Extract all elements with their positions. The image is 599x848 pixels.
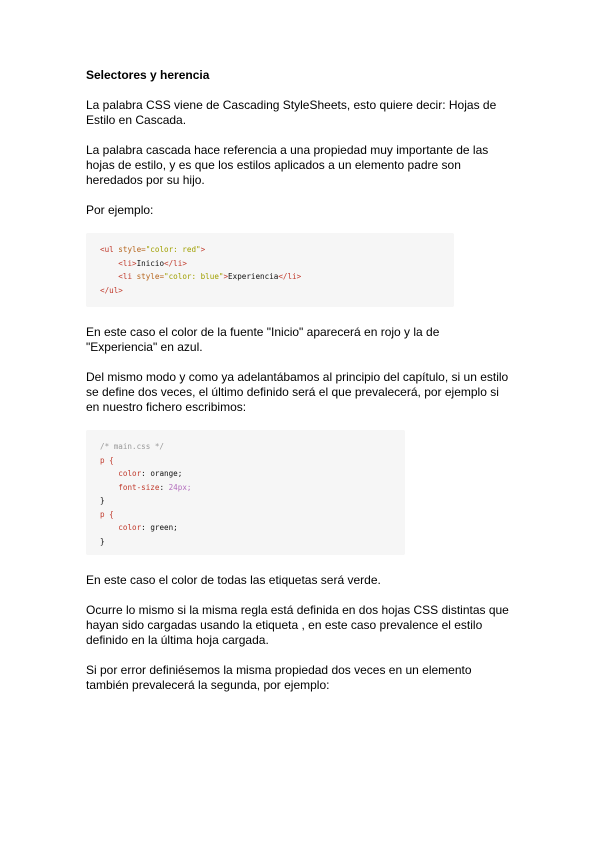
code-line: font-size: 24px; [118,482,192,492]
code-line: </ul> [100,285,123,295]
code-block-html-example [86,233,454,307]
document-page [86,68,526,708]
code-line: } [100,496,105,505]
code-block-css-example [86,430,405,555]
code-line: color: orange; [118,469,183,478]
code-line: p { [100,509,114,519]
code-line: <li>Inicio</li> [118,258,187,268]
code-line: <li style="color: blue">Experiencia</li> [118,272,302,281]
paragraph-example-intro: Por ejemplo: [86,203,154,217]
code-line: /* main.css */ [100,442,165,451]
paragraph-color-result: En este caso el color de la fuente "Inicio" aparecerá en rojo y la de "Experiencia" en azul. [86,325,440,354]
code-line: } [100,536,105,546]
paragraph-same-property-twice: Si por error definiésemos la misma propiedad dos veces en un elemento también prevalecerá la segunda, por ejemplo: [86,663,472,692]
paragraph-cascade-inheritance: La palabra cascada hace referencia a una propiedad muy importante de las hojas de estilo, y es que los estilos aplicados a un elemento padre son heredados por su hijo. [86,143,489,187]
code-line: <ul style="color: red"> [100,245,206,254]
paragraph-two-stylesheets: Ocurre lo mismo si la misma regla está definida en dos hojas CSS distintas que hayan sido cargadas usando la etiqueta , en este caso prevalence el estilo definido en la última hoja cargada. [86,603,509,647]
paragraph-double-definition: Del mismo modo y como ya adelantábamos al principio del capítulo, si un estilo se define dos veces, el último definido será el que prevalecerá, por ejemplo si en nuestro fichero escribimos: [86,370,509,414]
paragraph-css-meaning: La palabra CSS viene de Cascading StyleSheets, esto quiere decir: Hojas de Estilo en Cascada. [86,98,497,127]
code-line: p { [100,455,114,465]
section-heading: Selectores y herencia [86,68,210,82]
code-line: color: green; [118,523,178,532]
paragraph-green-result: En este caso el color de todas las etiquetas será verde. [86,573,381,587]
